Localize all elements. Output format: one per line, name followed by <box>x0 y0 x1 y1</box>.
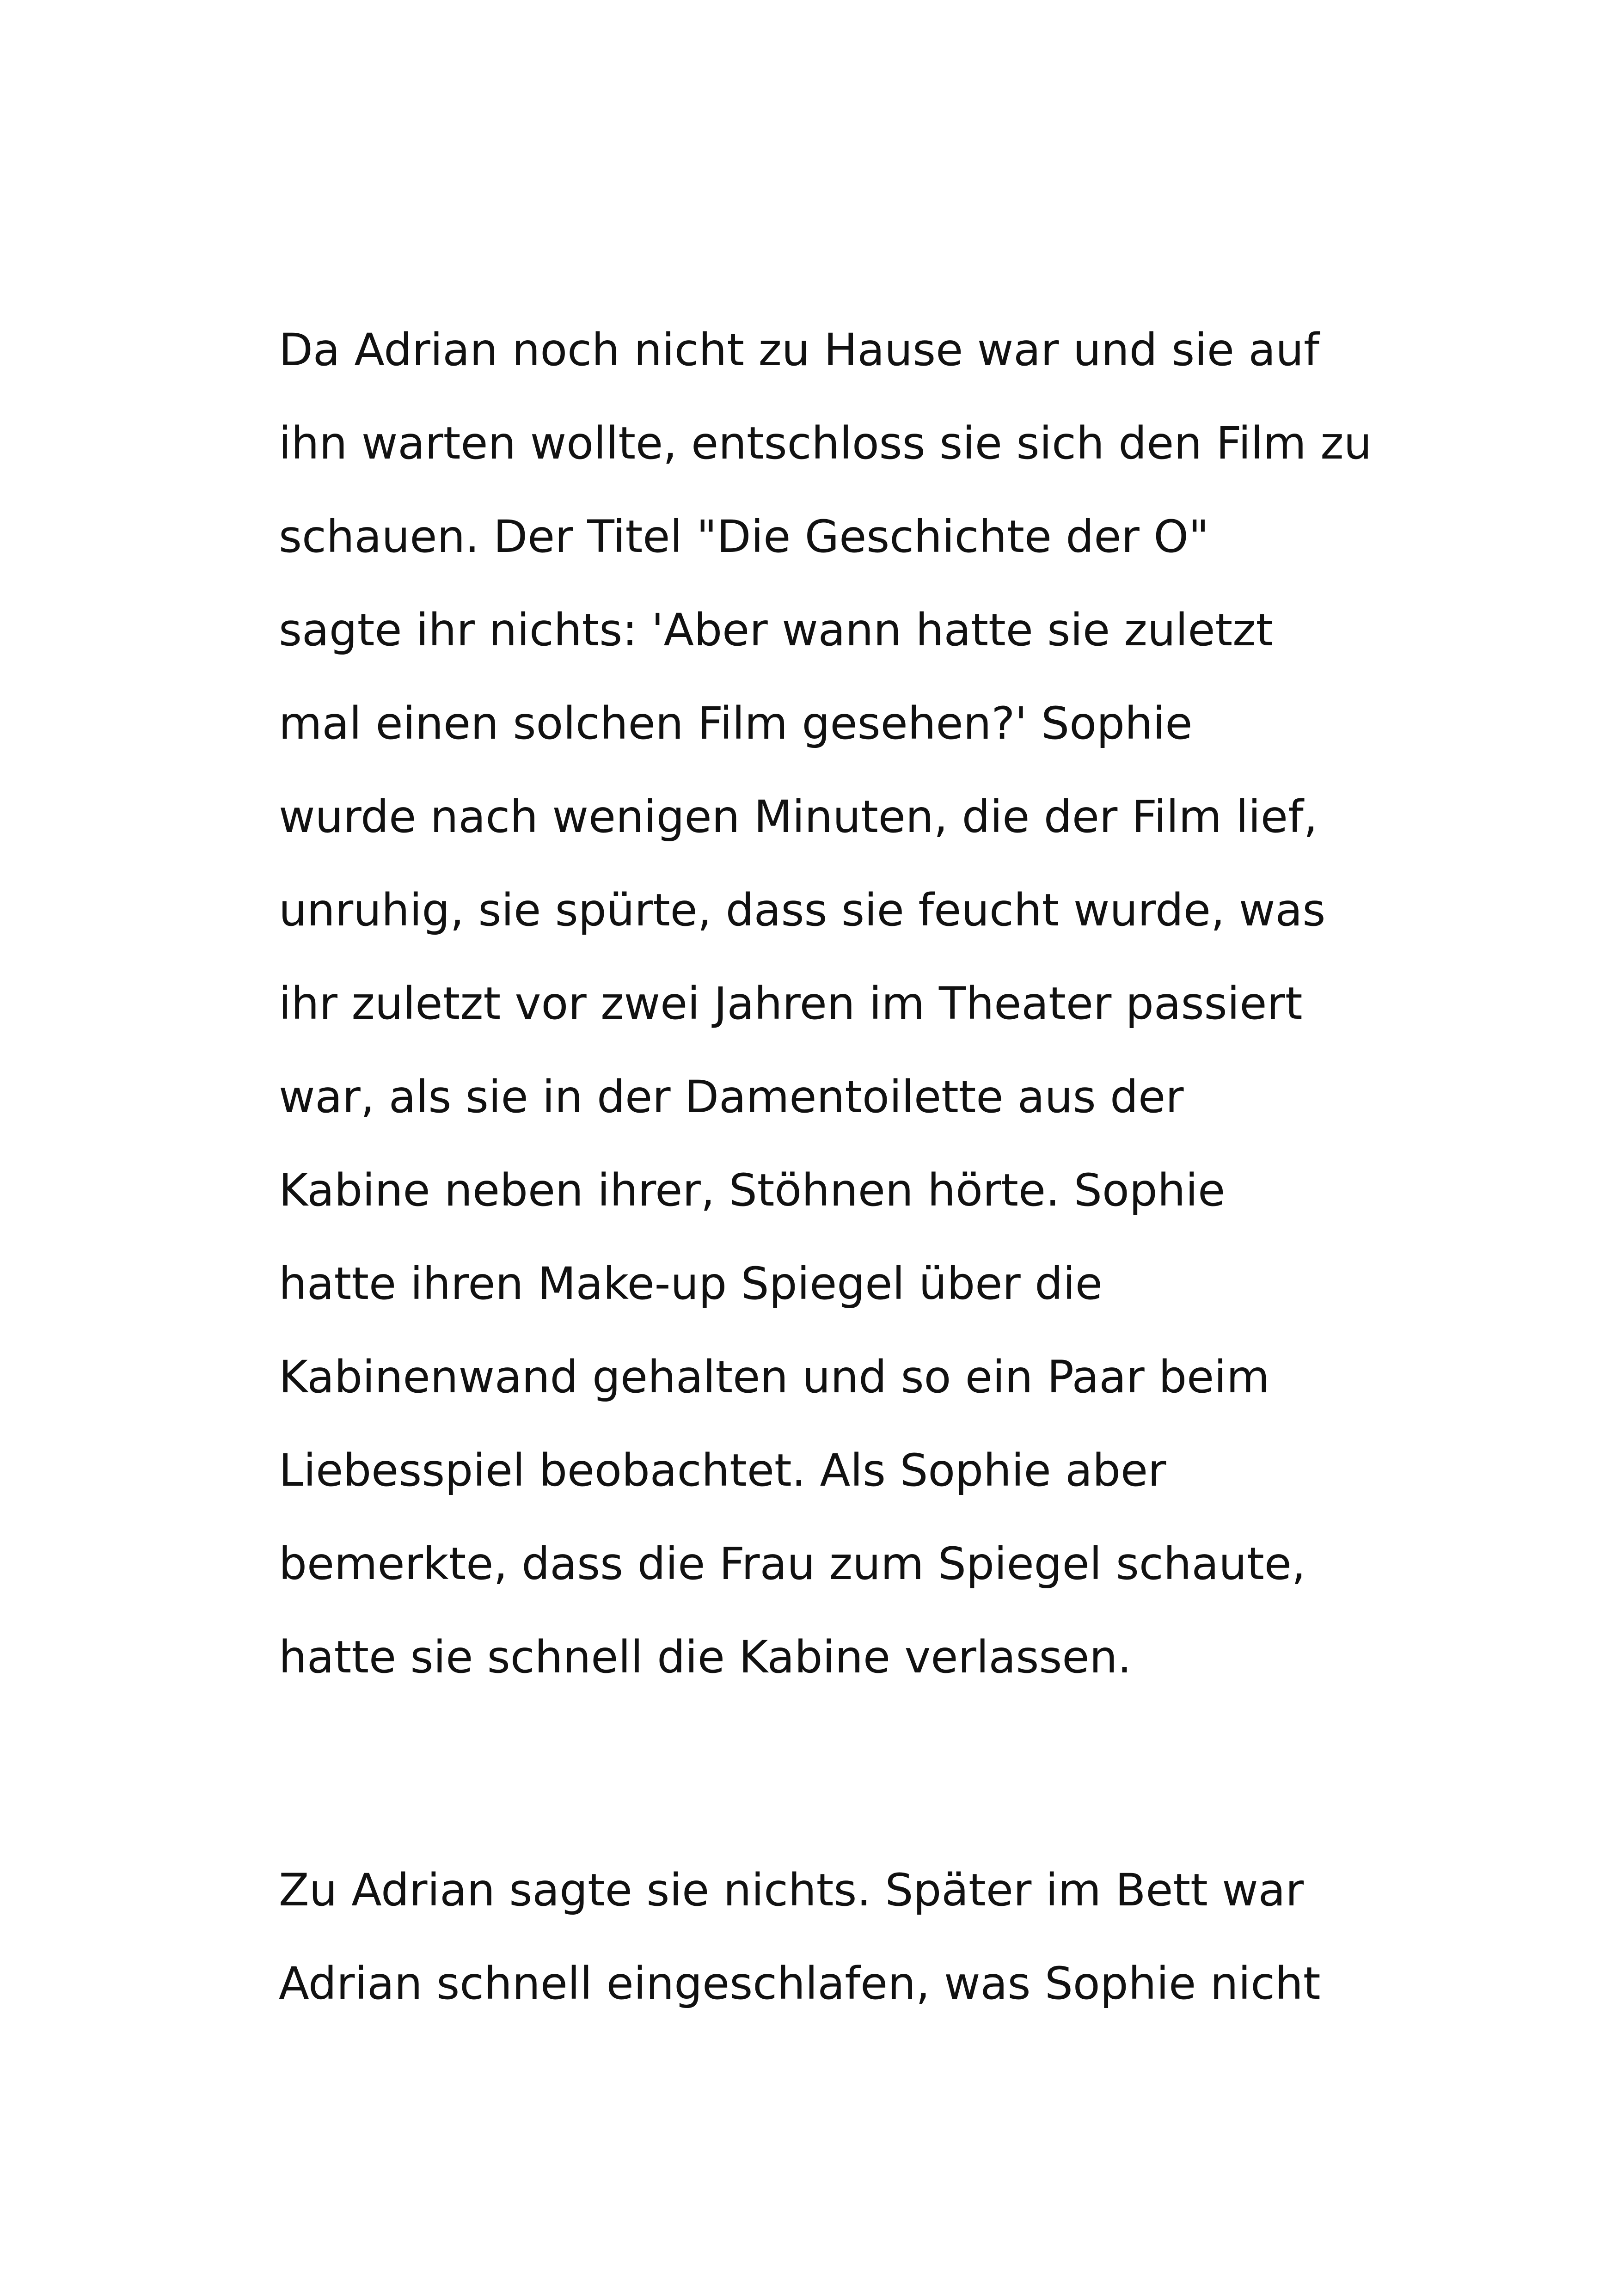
text-line: Kabine neben ihrer, Stöhnen hörte. Sophie <box>279 1164 1226 1216</box>
text-line: hatte ihren Make-up Spiegel über die <box>279 1258 1103 1310</box>
text-line: Zu Adrian sagte sie nichts. Später im Bett war <box>279 1864 1304 1916</box>
text-line: Kabinenwand gehalten und so ein Paar beim <box>279 1351 1270 1403</box>
text-line: war, als sie in der Damentoilette aus der <box>279 1071 1184 1123</box>
text-line: unruhig, sie spürte, dass sie feucht wurde, was <box>279 884 1326 936</box>
text-line: Adrian schnell eingeschlafen, was Sophie nicht <box>279 1958 1321 2009</box>
text-line: hatte sie schnell die Kabine verlassen. <box>279 1631 1132 1683</box>
text-line: mal einen solchen Film gesehen?' Sophie <box>279 698 1193 749</box>
text-line: Da Adrian noch nicht zu Hause war und sie auf <box>279 324 1319 376</box>
paragraph-1 <box>279 303 1388 1704</box>
paragraph-2 <box>279 1843 1388 2030</box>
text-line: Liebesspiel beobachtet. Als Sophie aber <box>279 1445 1166 1496</box>
text-line: schauen. Der Titel "Die Geschichte der O" <box>279 511 1209 563</box>
text-line: bemerkte, dass die Frau zum Spiegel schaute, <box>279 1538 1306 1590</box>
text-line: ihn warten wollte, entschloss sie sich den Film zu <box>279 417 1372 469</box>
text-line: sagte ihr nichts: 'Aber wann hatte sie zuletzt <box>279 604 1274 656</box>
text-line: wurde nach wenigen Minuten, die der Film lief, <box>279 791 1318 843</box>
text-line: ihr zuletzt vor zwei Jahren im Theater passiert <box>279 978 1303 1029</box>
